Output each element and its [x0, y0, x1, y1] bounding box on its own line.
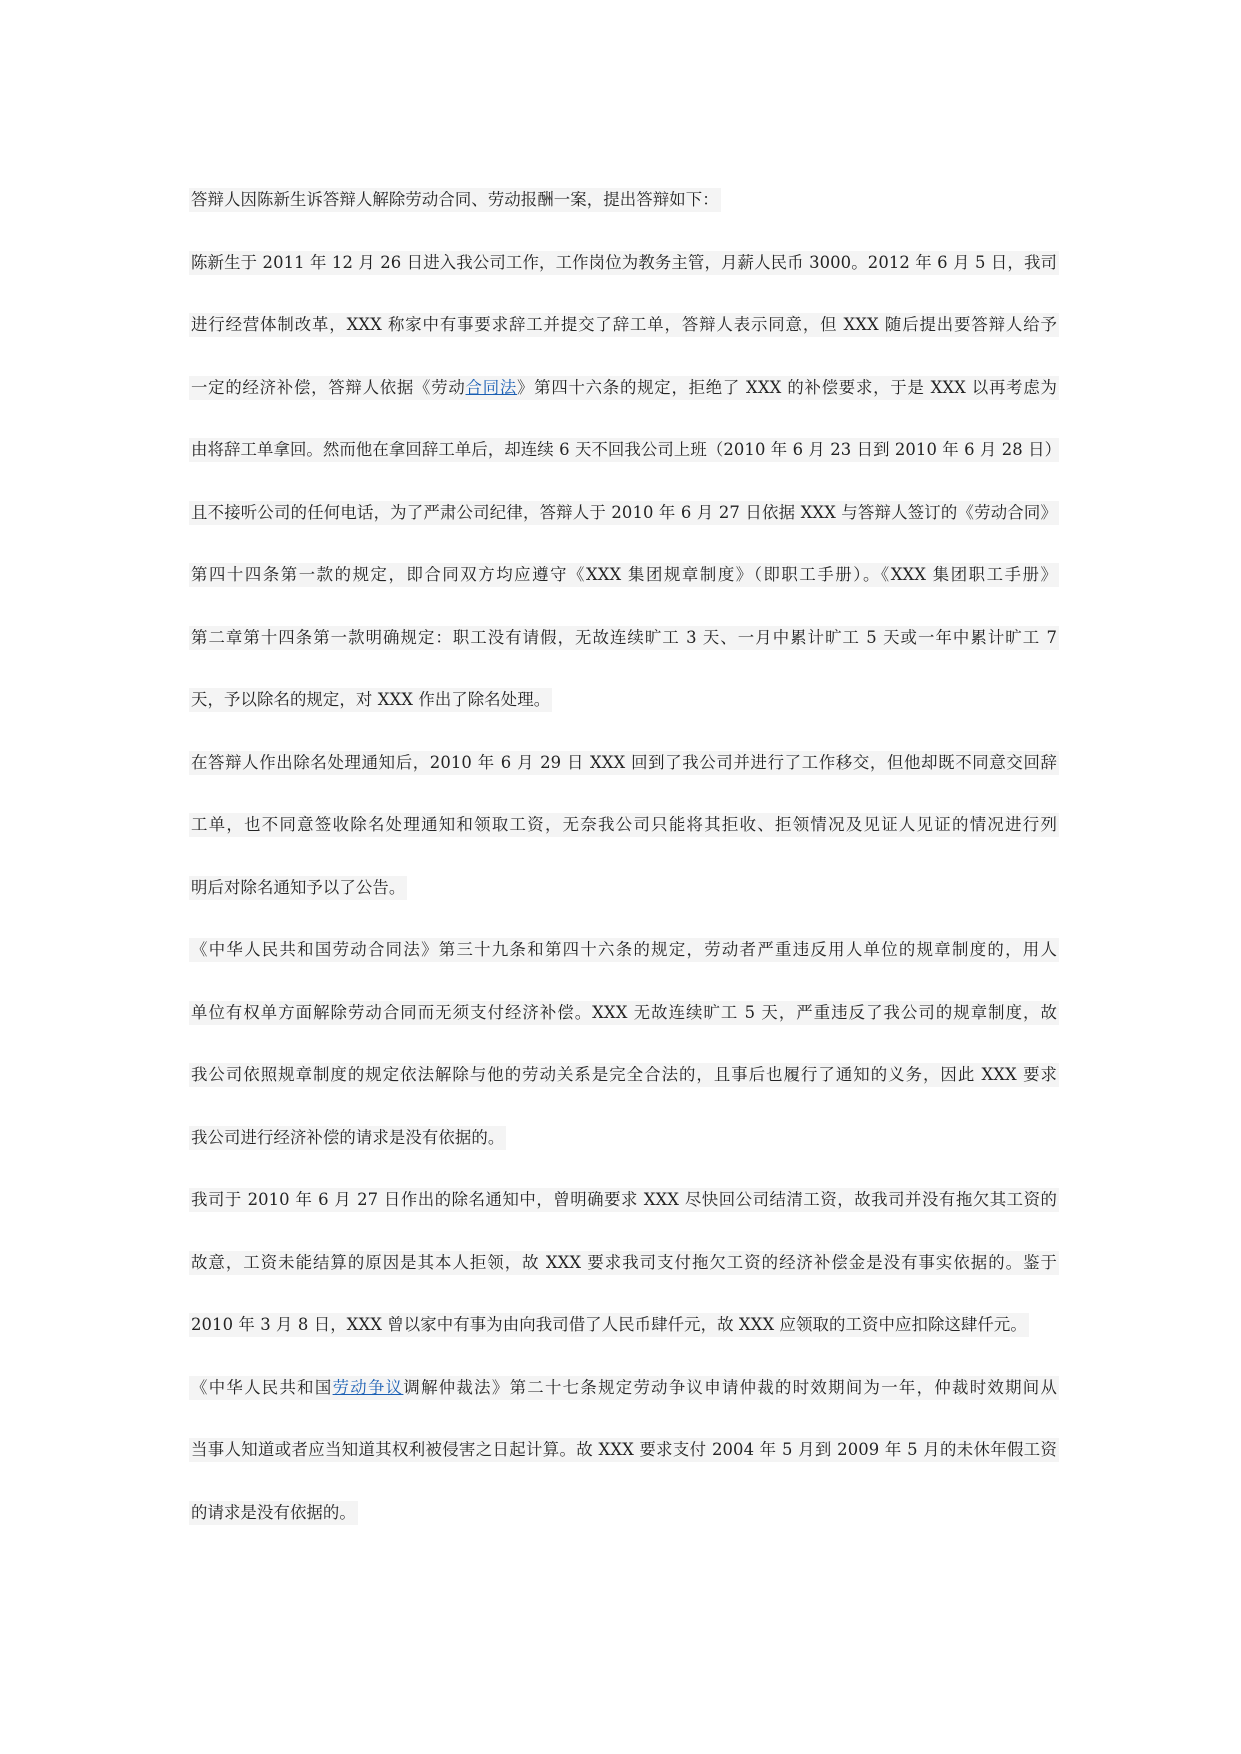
text-fragment: 《中华人民共和国 — [191, 1377, 333, 1397]
text-line: 我公司依照规章制度的规定依法解除与他的劳动关系是完全合法的，且事后也履行了通知的义务，因此 XXX 要求 — [189, 1063, 1059, 1126]
law-link-labor-dispute[interactable]: 劳动争议 — [332, 1377, 404, 1397]
text-line: 单位有权单方面解除劳动合同而无须支付经济补偿。XXX 无故连续旷工 5 天，严重违反了我公司的规章制度，故 — [189, 1001, 1059, 1064]
text-line: 在答辩人作出除名处理通知后，2010 年 6 月 29 日 XXX 回到了我公司并进行了工作移交，但他却既不同意交回辞 — [189, 751, 1059, 814]
text-line: 陈新生于 2011 年 12 月 26 日进入我公司工作，工作岗位为教务主管，月薪人民币 3000。2012 年 6 月 5 日，我司 — [189, 251, 1059, 314]
text-fragment: 》第四十六条的规定，拒绝了 XXX 的补偿要求，于是 XXX 以再考虑为 — [517, 377, 1057, 397]
text-line: 当事人知道或者应当知道其权利被侵害之日起计算。故 XXX 要求支付 2004 年 5 月到 2009 年 5 月的未休年假工资 — [189, 1438, 1059, 1501]
text-line: 答辩人因陈新生诉答辩人解除劳动合同、劳动报酬一案，提出答辩如下： — [189, 188, 1059, 251]
text-line: 第二章第十四条第一款明确规定：职工没有请假，无故连续旷工 3 天、一月中累计旷工 5 天或一年中累计旷工 7 — [189, 626, 1059, 689]
text-line — [189, 1376, 1059, 1439]
text-line — [189, 376, 1059, 439]
text-line: 且不接听公司的任何电话，为了严肃公司纪律，答辩人于 2010 年 6 月 27 日依据 XXX 与答辩人签订的《劳动合同》 — [189, 501, 1059, 564]
text-line: 2010 年 3 月 8 日，XXX 曾以家中有事为由向我司借了人民币肆仟元，故 XXX 应领取的工资中应扣除这肆仟元。 — [189, 1313, 1059, 1376]
law-link-contract-law[interactable]: 合同法 — [465, 377, 518, 397]
text-line: 《中华人民共和国劳动合同法》第三十九条和第四十六条的规定，劳动者严重违反用人单位的规章制度的，用人 — [189, 938, 1059, 1001]
text-line: 我司于 2010 年 6 月 27 日作出的除名通知中，曾明确要求 XXX 尽快回公司结清工资，故我司并没有拖欠其工资的 — [189, 1188, 1059, 1251]
text-line: 故意，工资未能结算的原因是其本人拒领，故 XXX 要求我司支付拖欠工资的经济补偿金是没有事实依据的。鉴于 — [189, 1251, 1059, 1314]
document-body — [189, 188, 1062, 1563]
text-line: 明后对除名通知予以了公告。 — [189, 876, 1059, 939]
text-fragment: 一定的经济补偿，答辩人依据《劳动 — [191, 377, 466, 397]
text-line: 第四十四条第一款的规定，即合同双方均应遵守《XXX 集团规章制度》（即职工手册）。《XXX 集团职工手册》 — [189, 563, 1059, 626]
text-line: 天，予以除名的规定，对 XXX 作出了除名处理。 — [189, 688, 1059, 751]
text-fragment: 调解仲裁法》第二十七条规定劳动争议申请仲裁的时效期间为一年，仲裁时效期间从 — [403, 1377, 1057, 1397]
text-line: 工单，也不同意签收除名处理通知和领取工资，无奈我公司只能将其拒收、拒领情况及见证人见证的情况进行列 — [189, 813, 1059, 876]
text-line: 由将辞工单拿回。然而他在拿回辞工单后，却连续 6 天不回我公司上班（2010 年 6 月 23 日到 2010 年 6 月 28 日） — [189, 438, 1059, 501]
text-line: 我公司进行经济补偿的请求是没有依据的。 — [189, 1126, 1059, 1189]
text-line: 的请求是没有依据的。 — [189, 1501, 1059, 1564]
text-line: 进行经营体制改革，XXX 称家中有事要求辞工并提交了辞工单，答辩人表示同意，但 XXX 随后提出要答辩人给予 — [189, 313, 1059, 376]
